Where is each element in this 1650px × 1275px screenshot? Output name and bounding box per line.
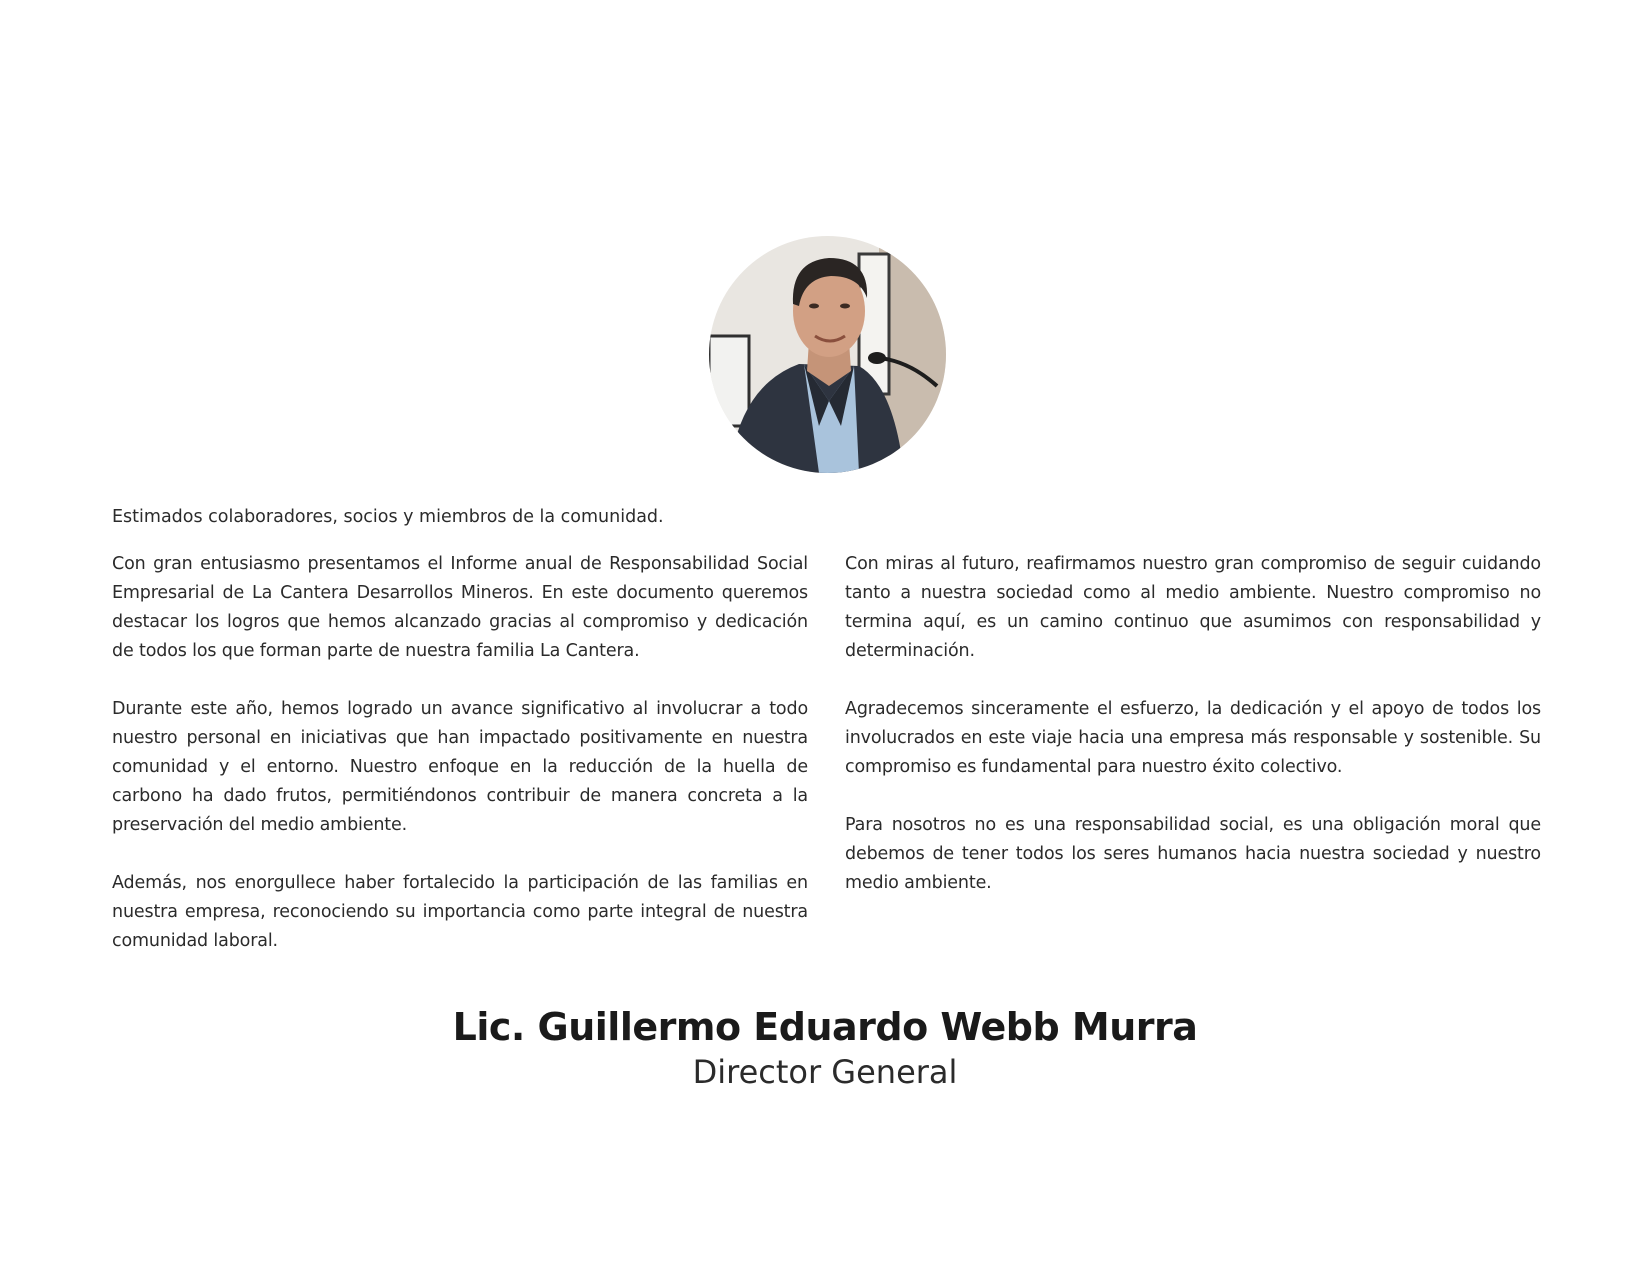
letter-paragraph: Además, nos enorgullece haber fortalecido la participación de las familias en nuestra empresa, reconociendo su importancia como parte integral de nuestra comunidad laboral. — [112, 873, 808, 951]
letter-left-column — [112, 550, 808, 985]
signer-name: Lic. Guillermo Eduardo Webb Murra — [452, 1005, 1198, 1049]
letter-paragraph: Durante este año, hemos logrado un avance significativo al involucrar a todo nuestro personal en iniciativas que han impactado positivamente en nuestra comunidad y el entorno. Nuestro enfoque en la reducción de la huella de carbono ha dado frutos, permitiéndonos contribuir de manera concreta a la preservación del medio ambiente. — [112, 699, 808, 835]
letter-paragraph: Para nosotros no es una responsabilidad social, es una obligación moral que debemos de tener todos los seres humanos hacia nuestra sociedad y nuestro medio ambiente. — [845, 815, 1541, 893]
letter-paragraph: Agradecemos sinceramente el esfuerzo, la dedicación y el apoyo de todos los involucrados en este viaje hacia una empresa más responsable y sostenible. Su compromiso es fundamental para nuestro éxito colectivo. — [845, 699, 1541, 777]
signer-role: Director General — [692, 1053, 958, 1091]
director-portrait — [709, 236, 946, 473]
letter-right-column — [845, 550, 1541, 927]
person-portrait-photo-icon — [709, 236, 946, 473]
letter-greeting: Estimados colaboradores, socios y miembros de la comunidad. — [112, 507, 664, 527]
letter-paragraph: Con miras al futuro, reafirmamos nuestro gran compromiso de seguir cuidando tanto a nuestra sociedad como al medio ambiente. Nuestro compromiso no termina aquí, es un camino continuo que asumimos con responsabilidad y determinación. — [845, 554, 1541, 661]
letter-paragraph: Con gran entusiasmo presentamos el Informe anual de Responsabilidad Social Empresarial de La Cantera Desarrollos Mineros. En este documento queremos destacar los logros que hemos alcanzado gracias al compromiso y dedicación de todos los que forman parte de nuestra familia La Cantera. — [112, 554, 808, 661]
